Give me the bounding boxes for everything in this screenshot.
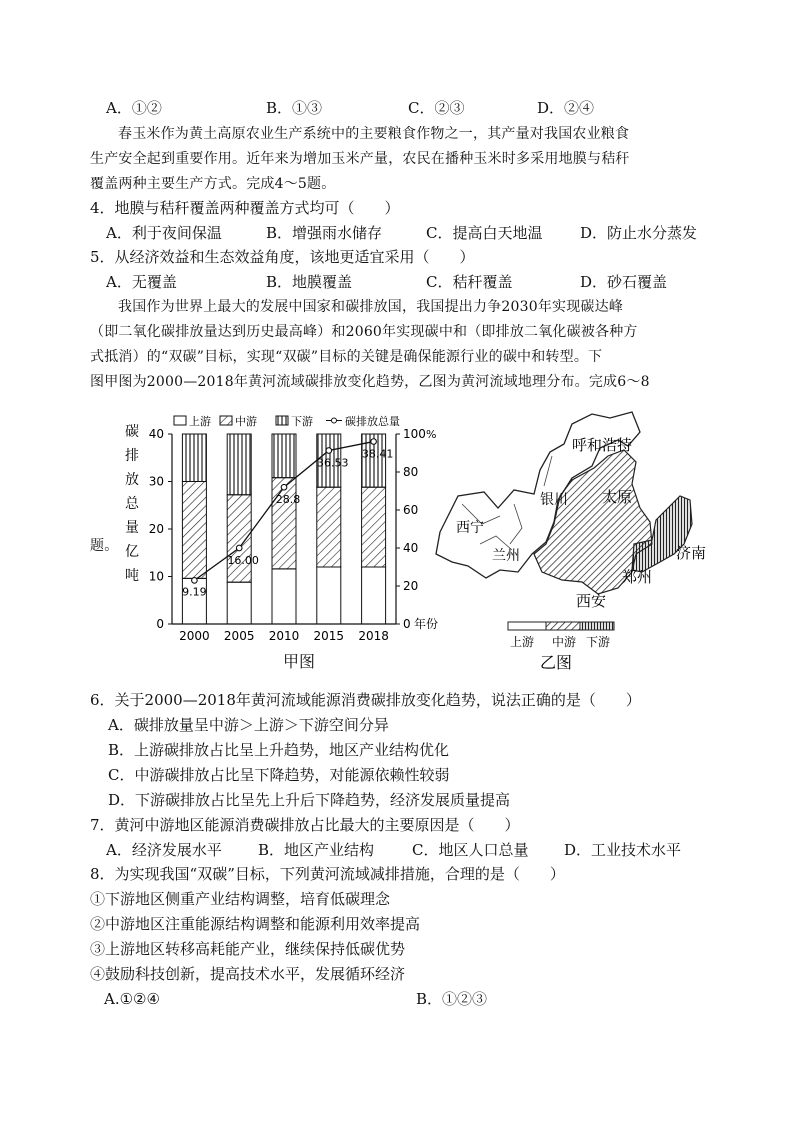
map-legend-midstream-swatch <box>546 622 580 630</box>
bar-midstream <box>227 495 251 582</box>
total-emission-point <box>281 484 287 490</box>
left-tick-label: 10 <box>148 569 164 584</box>
right-tick-label: 40 <box>403 541 419 555</box>
total-emission-point <box>326 448 332 454</box>
left-tick-label: 40 <box>148 427 164 441</box>
bar-midstream <box>317 487 341 567</box>
right-tick-label: 0 <box>403 617 411 631</box>
left-tick-label: 30 <box>148 474 164 489</box>
chart-caption: 甲图 <box>283 652 316 671</box>
q6-option-d: D．下游碳排放占比呈先上升后下降趋势，经济发展质量提高 <box>108 791 511 809</box>
city-label: 西宁 <box>456 520 484 536</box>
right-tick-label: 80 <box>403 465 419 479</box>
data-label: 28.8 <box>275 493 301 507</box>
passage-1-line: 春玉米作为黄土高原农业生产系统中的主要粮食作物之一，其产量对我国农业粮食 <box>118 126 630 142</box>
q8-item: ③上游地区转移高耗能产业，继续保持低碳优势 <box>90 940 406 958</box>
bar-midstream <box>272 478 296 569</box>
legend-swatch-midstream <box>220 416 232 425</box>
q8-stem: 8．为实现我国“双碳”目标，下列黄河流域减排措施，合理的是（ ） <box>90 865 565 883</box>
q4-option-a: A．利于夜间保温 <box>106 224 222 242</box>
right-tick-label: 20 <box>403 579 419 593</box>
legend-label: 上游 <box>189 415 211 428</box>
q7-option-a: A．经济发展水平 <box>106 841 222 859</box>
q8-item: ④鼓励科技创新，提高技术水平，发展循环经济 <box>90 965 406 983</box>
q7-option-d: D．工业技术水平 <box>564 841 682 859</box>
q4-option-c: C．提高白天地温 <box>426 224 543 242</box>
city-label: 呼和浩特 <box>572 436 633 454</box>
bar-upstream <box>272 569 296 624</box>
y2-axis-unit: % <box>426 428 437 441</box>
right-tick-label: 100 <box>403 427 426 441</box>
yellow-river-basin-map <box>422 404 722 676</box>
passage-2-line: 我国作为世界上最大的发展中国家和碳排放国，我国提出力争2030年实现碳达峰 <box>118 299 624 315</box>
x-tick-label: 2015 <box>313 629 345 643</box>
q8-item: ②中游地区注重能源结构调整和能源利用效率提高 <box>90 915 421 933</box>
left-tick-label: 0 <box>156 617 164 631</box>
map-legend-upstream-swatch <box>508 622 546 630</box>
y-axis-label-char: 总 <box>125 496 139 512</box>
map-legend-label: 上游 <box>510 635 535 649</box>
y-axis-label-char: 放 <box>125 472 139 488</box>
total-emission-point <box>192 578 198 584</box>
total-emission-point <box>236 545 242 551</box>
passage-2-line: 式抵消）的“双碳”目标，实现“双碳”目标的关键是确保能源行业的碳中和转型。下 <box>90 349 603 365</box>
bar-midstream <box>362 487 386 567</box>
q6-option-b: B．上游碳排放占比呈上升趋势，地区产业结构优化 <box>108 741 450 759</box>
left-tick-label: 20 <box>148 522 164 536</box>
passage-1-line: 覆盖两种主要生产方式。完成4～5题。 <box>90 176 336 192</box>
q3-option-b: B．①③ <box>266 99 323 117</box>
total-emission-point <box>371 439 377 445</box>
data-label: 9.19 <box>182 585 207 599</box>
y-axis-label-char: 排 <box>125 448 139 464</box>
q5-stem: 5．从经济效益和生态效益角度，该地更适宜采用（ ） <box>90 248 475 266</box>
passage-2-line: （即二氧化碳排放量达到历史最高峰）和2060年实现碳中和（即排放二氧化碳被各种方 <box>90 324 638 340</box>
legend-swatch-upstream <box>174 416 186 425</box>
passage-1-line: 生产安全起到重要作用。近年来为增加玉米产量，农民在播种玉米时多采用地膜与秸秆 <box>90 151 630 167</box>
q6-option-c: C．中游碳排放占比呈下降趋势，对能源依赖性较弱 <box>108 766 450 784</box>
city-label: 兰州 <box>492 548 520 564</box>
data-label: 36.53 <box>317 456 349 470</box>
bar-upstream <box>317 567 341 624</box>
x-tick-label: 2000 <box>179 629 210 643</box>
q8-item: ①下游地区侧重产业结构调整，培育低碳理念 <box>90 890 391 908</box>
q5-option-c: C．秸秆覆盖 <box>426 273 513 291</box>
x-tick-label: 2018 <box>358 629 389 643</box>
bar-downstream <box>227 434 251 495</box>
q7-stem: 7．黄河中游地区能源消费碳排放占比最大的主要原因是（ ） <box>90 816 520 834</box>
passage-2-tail: 题。 <box>90 538 119 554</box>
x-tick-label: 2010 <box>268 629 300 643</box>
data-label: 38.41 <box>361 447 394 461</box>
map-caption: 乙图 <box>540 653 573 672</box>
y-axis-label-char: 碳 <box>125 424 139 440</box>
q6-option-a: A．碳排放量呈中游＞上游＞下游空间分异 <box>108 716 389 734</box>
right-tick-label: 60 <box>403 503 419 517</box>
q6-stem: 6．关于2000—2018年黄河流域能源消费碳排放变化趋势，说法正确的是（ ） <box>90 691 641 709</box>
carbon-emission-chart <box>112 404 439 676</box>
map-legend-label: 中游 <box>552 635 577 649</box>
y-axis-label-char: 亿 <box>125 544 139 560</box>
legend-label: 碳排放总量 <box>345 415 400 428</box>
map-legend-label: 下游 <box>586 635 611 649</box>
city-label: 银川 <box>540 492 568 508</box>
x-tick-label: 2005 <box>223 629 255 643</box>
q7-option-b: B．地区产业结构 <box>258 841 375 859</box>
bar-upstream <box>227 582 251 624</box>
bar-upstream <box>362 567 386 624</box>
y-axis-label-char: 吨 <box>125 568 139 584</box>
q4-stem: 4．地膜与秸秆覆盖两种覆盖方式均可（ ） <box>90 199 400 217</box>
q3-option-a: A．①② <box>106 99 162 117</box>
map-legend-downstream-swatch <box>580 622 614 630</box>
city-label: 西安 <box>576 592 607 610</box>
x-axis-label: 年份 <box>414 617 439 631</box>
city-label: 济南 <box>676 544 707 562</box>
q5-option-d: D．砂石覆盖 <box>580 273 668 291</box>
q4-option-d: D．防止水分蒸发 <box>580 224 698 242</box>
q7-option-c: C．地区人口总量 <box>412 841 529 859</box>
passage-2-line: 图甲图为2000—2018年黄河流域碳排放变化趋势，乙图为黄河流域地理分布。完成6～8 <box>90 374 650 390</box>
bar-downstream <box>182 434 206 482</box>
city-label: 太原 <box>602 488 633 506</box>
q5-option-a: A．无覆盖 <box>106 273 177 291</box>
legend-label: 中游 <box>235 415 257 428</box>
q3-option-d: D．②④ <box>537 99 595 117</box>
y-axis-label-char: 量 <box>125 520 139 536</box>
q8-option-a: A.①②④ <box>104 990 160 1008</box>
city-label: 郑州 <box>622 568 653 586</box>
legend-swatch-total-marker <box>332 418 337 423</box>
q4-option-b: B．增强雨水储存 <box>266 224 383 242</box>
q3-option-c: C．②③ <box>408 99 465 117</box>
legend-swatch-downstream <box>276 416 288 425</box>
data-label: 16.00 <box>227 554 259 567</box>
bar-midstream <box>182 482 206 579</box>
bar-downstream <box>272 434 296 478</box>
q8-option-b: B．①②③ <box>416 990 488 1008</box>
legend-label: 下游 <box>291 415 313 428</box>
q5-option-b: B．地膜覆盖 <box>266 273 353 291</box>
